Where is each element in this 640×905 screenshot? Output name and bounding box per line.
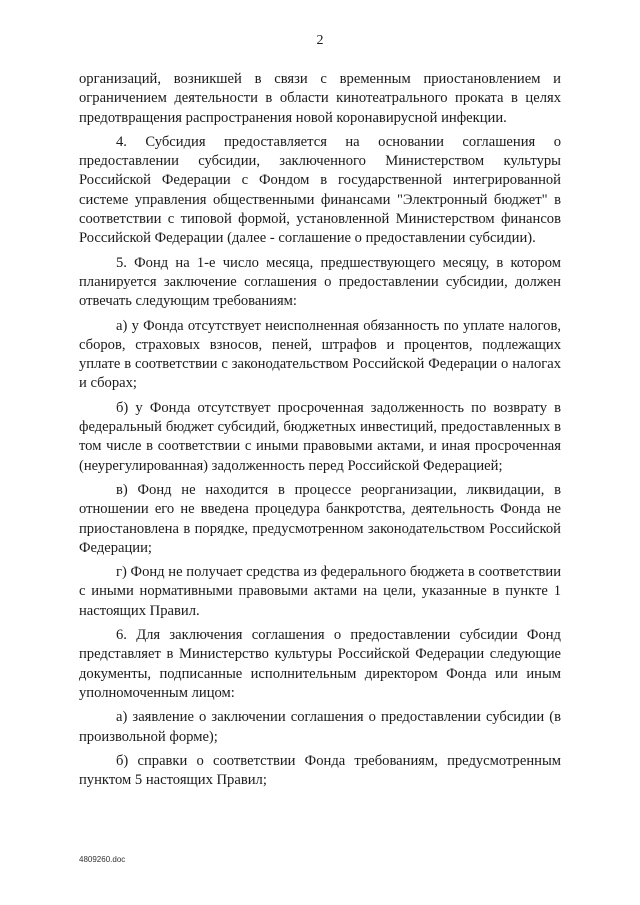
paragraph-clause-6: 6. Для заключения соглашения о предоставлении субсидии Фонд представляет в Министерство культуры Российской Федерации следующие документы, подписанные исполнительным директором Фонда или иным уполномоченным лицом: xyxy=(79,627,561,701)
paragraph-clause-6b: б) справки о соответствии Фонда требованиям, предусмотренным пунктом 5 настоящих Правил; xyxy=(79,752,561,789)
paragraph-clause-6a: а) заявление о заключении соглашения о предоставлении субсидии (в произвольной форме); xyxy=(79,709,561,745)
paragraph-clause-5v: в) Фонд не находится в процессе реорганизации, ликвидации, в отношении его не введена процедура банкротства, деятельность Фонда не приостановлена в порядке, предусмотренном законодательством Российской Федерации; xyxy=(79,481,561,556)
file-name-footer: 4809260.doc xyxy=(79,855,126,864)
paragraph-clause-5a: а) у Фонда отсутствует неисполненная обязанность по уплате налогов, сборов, страховых взносов, пеней, штрафов и процентов, подлежащих уплате в соответствии с законодательством Российской Федерации о налогах и сборах; xyxy=(79,317,561,392)
paragraph-clause-5g: г) Фонд не получает средства из федерального бюджета в соответствии с иными нормативными правовыми актами на цели, указанные в пункте 1 настоящих Правил. xyxy=(79,564,561,619)
paragraph-clause-5: 5. Фонд на 1-е число месяца, предшествующего месяцу, в котором планируется заключение соглашения о предоставлении субсидии, должен отвечать следующим требованиям: xyxy=(79,254,561,310)
page-number: 2 xyxy=(316,33,324,48)
document-body xyxy=(79,70,561,795)
paragraph-clause-5b: б) у Фонда отсутствует просроченная задолженность по возврату в федеральный бюджет субсидий, бюджетных инвестиций, предоставленных в том числе в соответствии с иными правовыми актами, и иная просроченная (неурегулированная) задолженность перед Российской Федерацией; xyxy=(79,399,561,474)
paragraph-clause-4: 4. Субсидия предоставляется на основании соглашения о предоставлении субсидии, заключенного Министерством культуры Российской Федерации с Фондом в государственной интегрированной системе управления общественными финансами "Электронный бюджет" в соответствии с типовой формой, установленной Министерством финансов Российской Федерации (далее - соглашение о предоставлении субсидии). xyxy=(79,133,561,247)
paragraph-continuation: организаций, возникшей в связи с временным приостановлением и ограничением деятельности в области кинотеатрального проката в целях предотвращения распространения новой коронавирусной инфекции. xyxy=(79,71,561,126)
